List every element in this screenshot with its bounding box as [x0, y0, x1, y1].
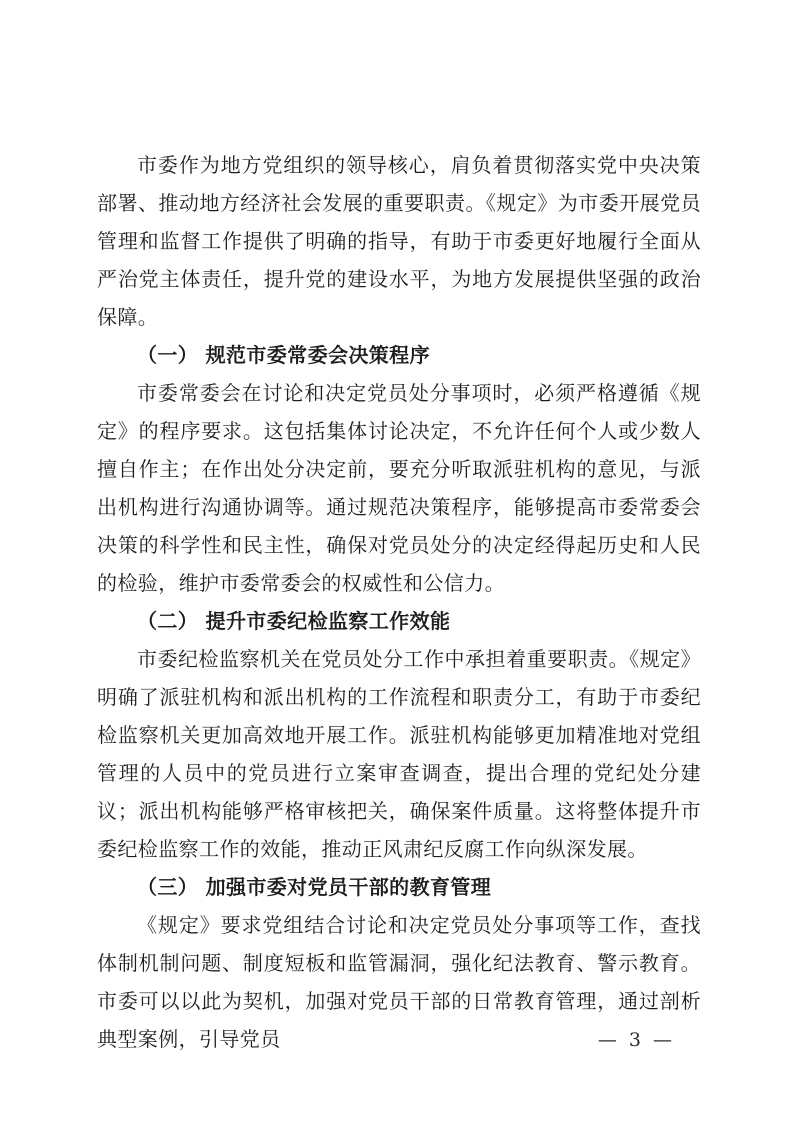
page-number: — 3 —	[597, 1029, 675, 1051]
section-heading-2: （二） 提升市委纪检监察工作效能	[137, 609, 451, 633]
section-heading-1: （一） 规范市委常委会决策程序	[137, 343, 430, 367]
paragraph-section-1: 市委常委会在讨论和决定党员处分事项时，必须严格遵循《规定》的程序要求。这包括集体讨论决定，不允许任何个人或少数人擅自作主；在作出处分决定前，要充分听取派驻机构的意见，与派出机构进行沟通协调等。通过规范决策程序，能够提高市委常委会决策的科学性和民主性，确保对党员处分的决定经得起历史和人民的检验，维护市委常委会的权威性和公信力。	[97, 381, 701, 595]
paragraph-section-2: 市委纪检监察机关在党员处分工作中承担着重要职责。《规定》明确了派驻机构和派出机构的工作流程和职责分工，有助于市委纪检监察机关更加高效地开展工作。派驻机构能够更加精准地对党组管理的人员中的党员进行立案审查调查，提出合理的党纪处分建议；派出机构能够严格审核把关，确保案件质量。这将整体提升市委纪检监察工作的效能，推动正风肃纪反腐工作向纵深发展。	[97, 647, 701, 861]
section-heading-3: （三） 加强市委对党员干部的教育管理	[137, 875, 492, 899]
paragraph-section-3: 《规定》要求党组结合讨论和决定党员处分事项等工作，查找体制机制问题、制度短板和监管漏洞，强化纪法教育、警示教育。市委可以以此为契机，加强对党员干部的日常教育管理，通过剖析典型案例，引导党员	[97, 913, 701, 1051]
document-body	[97, 146, 701, 1058]
paragraph-intro: 市委作为地方党组织的领导核心，肩负着贯彻落实党中央决策部署、推动地方经济社会发展的重要职责。《规定》为市委开展党员管理和监督工作提供了明确的指导，有助于市委更好地履行全面从严治党主体责任，提升党的建设水平，为地方发展提供坚强的政治保障。	[97, 153, 701, 329]
